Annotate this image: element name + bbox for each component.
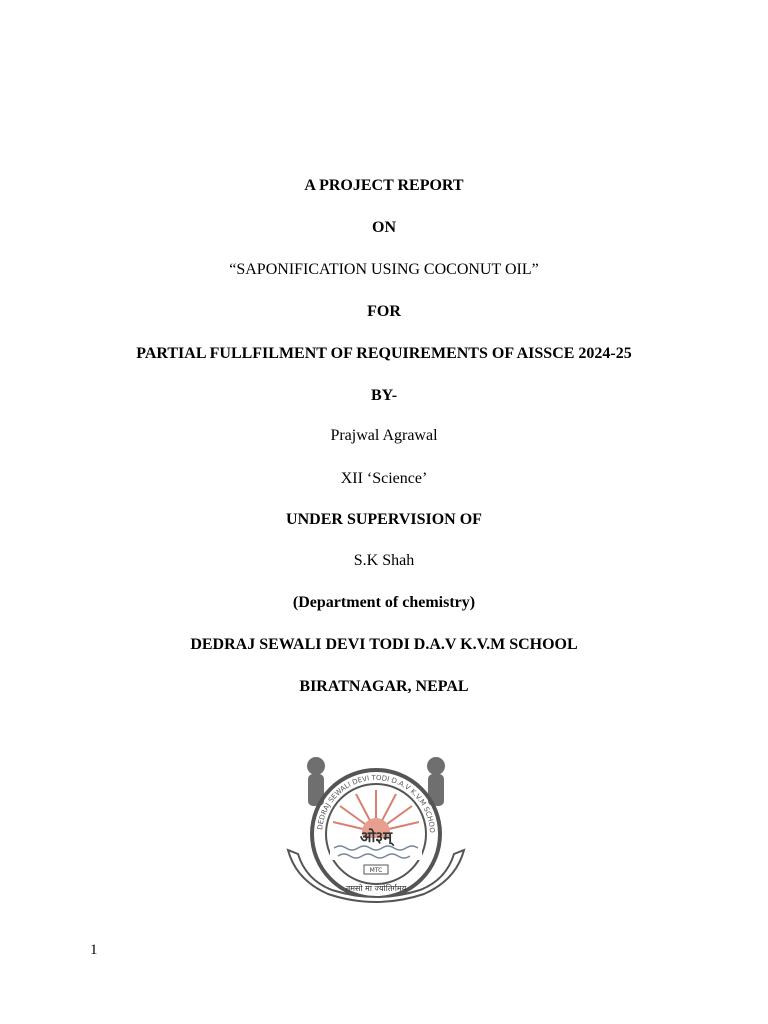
school-logo <box>278 752 474 912</box>
logo-emblem-text: ओ३म् <box>359 828 393 846</box>
for-label: FOR <box>367 303 401 320</box>
page-number: 1 <box>90 942 98 958</box>
report-heading: A PROJECT REPORT <box>304 177 464 194</box>
logo-ribbon-text: MTC <box>369 867 383 874</box>
student-class: XII ‘Science’ <box>340 470 428 487</box>
school-location: BIRATNAGAR, NEPAL <box>299 678 469 695</box>
by-label: BY- <box>370 387 398 404</box>
report-purpose: PARTIAL FULLFILMENT OF REQUIREMENTS OF AISSCE 2024-25 <box>136 345 632 362</box>
on-label: ON <box>372 219 396 236</box>
supervision-label: UNDER SUPERVISION OF <box>286 511 482 528</box>
student-name: Prajwal Agrawal <box>330 427 438 444</box>
logo-ring-text: DEDRAJ SEWALI DEVI TODI D.A.V K.V.M SCHOO <box>316 773 437 834</box>
department-label: (Department of chemistry) <box>292 594 476 611</box>
school-name: DEDRAJ SEWALI DEVI TODI D.A.V K.V.M SCHOOL <box>190 636 578 653</box>
supervisor-name: S.K Shah <box>353 552 415 569</box>
logo-motto: तमसो मा ज्योतिर्गमय <box>345 884 407 893</box>
report-topic: “SAPONIFICATION USING COCONUT OIL” <box>229 261 539 278</box>
